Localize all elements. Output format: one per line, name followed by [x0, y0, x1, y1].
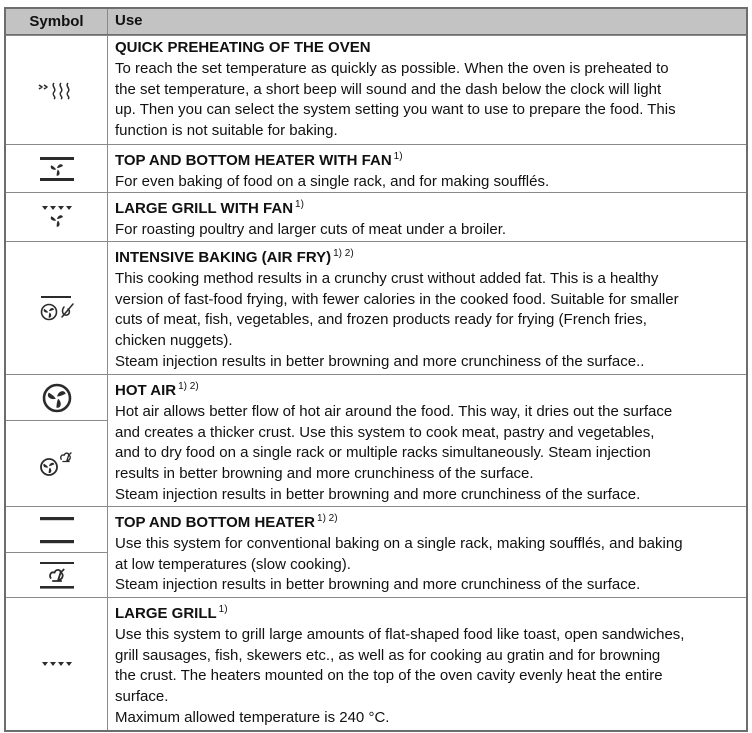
row-text: and creates a thicker crust. Use this system to cook meat, pastry and vegetables, — [115, 423, 655, 441]
row-title: QUICK PREHEATING OF THE OVEN — [115, 39, 371, 56]
row-text: surface. — [115, 688, 169, 706]
top-bottom-heater-fan-icon — [37, 153, 77, 185]
row-title: HOT AIR — [115, 382, 177, 399]
row-text: version of fast-food frying, with fewer calories in the cooked food. Suitable for smaller — [115, 290, 679, 308]
row-text: grill sausages, fish, skewers etc., as well as for cooking au gratin and for browning — [115, 646, 661, 664]
row-title: TOP AND BOTTOM HEATER WITH FAN — [115, 152, 392, 169]
row-text: For even baking of food on a single rack, and for making soufflés. — [115, 172, 550, 190]
footnote-ref: 1) 2) — [178, 381, 199, 392]
footnote-ref: 1) 2) — [333, 248, 354, 259]
row-text: Steam injection results in better browning and more crunchiness of the surface. — [115, 485, 641, 503]
row-text: the crust. The heaters mounted on the top of the oven cavity evenly heat the entire — [115, 667, 663, 685]
quick-preheat-icon — [37, 79, 77, 101]
header-use: Use — [115, 12, 143, 30]
row-title: LARGE GRILL WITH FAN — [115, 200, 294, 217]
row-text: results in better browning and more crunchiness of the surface. — [115, 465, 534, 483]
row-text: up. Then you can select the system setting you want to use to prepare the food. This — [115, 101, 676, 119]
table-row — [6, 374, 746, 506]
table-header — [6, 9, 746, 35]
top-bottom-heater-steam-icon — [37, 558, 77, 592]
large-grill-icon — [37, 658, 77, 670]
row-text: and to dry food on a single rack or multiple racks simultaneously. Steam injection — [115, 444, 651, 462]
footnote-ref: 1) 2) — [317, 513, 338, 524]
row-text: Maximum allowed temperature is 240 °C. — [115, 708, 390, 726]
table-row — [6, 192, 746, 241]
row-text: Hot air allows better flow of hot air around the food. This way, it dries out the surface — [115, 402, 673, 420]
row-text: Steam injection results in better browning and more crunchiness of the surface. — [115, 576, 641, 594]
top-bottom-heater-icon — [37, 513, 77, 547]
row-text: chicken nuggets). — [115, 332, 233, 350]
large-grill-fan-icon — [37, 202, 77, 232]
row-text: cuts of meat, fish, vegetables, and frozen products ready for frying (French fries, — [115, 311, 647, 329]
row-text: function is not suitable for baking. — [115, 122, 338, 140]
row-text: This cooking method results in a crunchy crust without added fat. This is a healthy — [115, 269, 659, 287]
row-text: Steam injection results in better browning and more crunchiness of the surface.. — [115, 352, 645, 370]
oven-functions-table — [4, 7, 748, 732]
table-row — [6, 144, 746, 192]
row-text: For roasting poultry and larger cuts of meat under a broiler. — [115, 220, 507, 238]
hot-air-icon — [40, 381, 74, 415]
row-text: To reach the set temperature as quickly as possible. When the oven is preheated to — [115, 59, 669, 77]
table-row — [6, 597, 746, 730]
header-symbol: Symbol — [6, 9, 108, 34]
row-text: the set temperature, a short beep will sound and the dash below the clock will light — [115, 80, 662, 98]
row-text: Use this system for conventional baking on a single rack, making soufflés, and baking — [115, 534, 683, 552]
footnote-ref: 1) — [393, 151, 403, 162]
row-title: LARGE GRILL — [115, 605, 217, 622]
footnote-ref: 1) — [295, 199, 304, 210]
table-row — [6, 241, 746, 374]
footnote-ref: 1) — [218, 604, 228, 615]
table-row — [6, 506, 746, 597]
row-title: INTENSIVE BAKING (AIR FRY) — [115, 249, 332, 266]
row-title: TOP AND BOTTOM HEATER — [115, 514, 316, 531]
row-text: Use this system to grill large amounts of flat-shaped food like toast, open sandwiches, — [115, 625, 685, 643]
table-row — [6, 35, 746, 144]
row-text: at low temperatures (slow cooking). — [115, 555, 351, 573]
hot-air-steam-icon — [37, 449, 77, 479]
intensive-baking-air-fry-icon — [37, 293, 77, 323]
